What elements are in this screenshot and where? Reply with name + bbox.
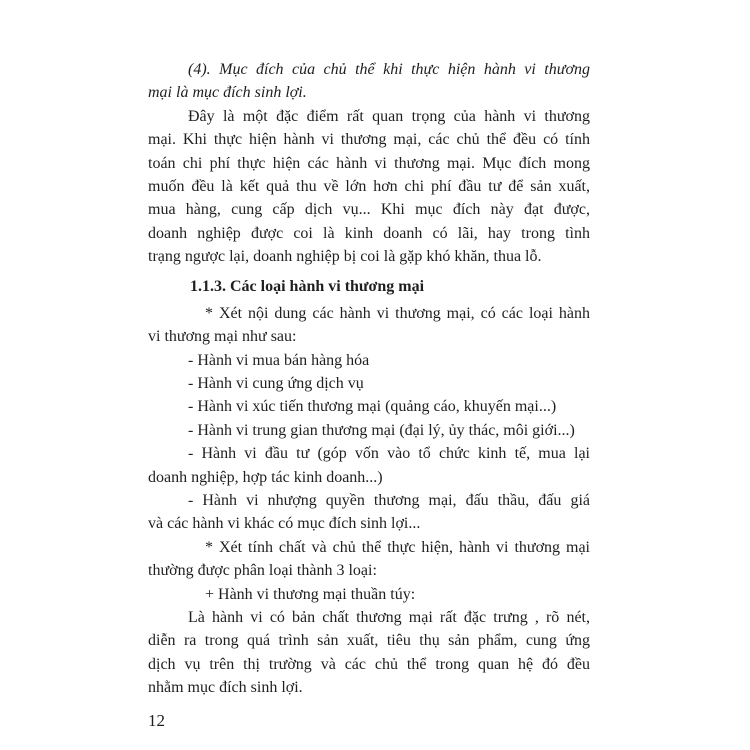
list-item-continuation: doanh nghiệp, hợp tác kinh doanh...): [148, 468, 383, 486]
paragraph-line: * Xét tính chất và chủ thể thực hiện, hành vi thương mại: [205, 538, 590, 556]
paragraph-line: mua hàng, cung cấp dịch vụ... Khi mục đích này đạt được,: [148, 201, 590, 219]
list-item: - Hành vi xúc tiến thương mại (quảng cáo, khuyến mại...): [188, 398, 557, 416]
paragraph-line: trạng ngược lại, doanh nghiệp bị coi là gặp khó khăn, thua lỗ.: [148, 248, 542, 266]
list-item-continuation: và các hành vi khác có mục đích sinh lợi...: [148, 515, 421, 533]
list-item: - Hành vi nhượng quyền thương mại, đấu thầu, đấu giá: [188, 492, 590, 510]
paragraph-line: Đây là một đặc điểm rất quan trọng của hành vi thương: [188, 107, 590, 125]
paragraph-line: muốn đều là kết quả thu về lớn hơn chi phí đầu tư để sản xuất,: [148, 177, 590, 195]
list-item: - Hành vi trung gian thương mại (đại lý, ủy thác, môi giới...): [188, 421, 575, 439]
paragraph-line: nhằm mục đích sinh lợi.: [148, 679, 303, 697]
paragraph-line: diễn ra trong quá trình sản xuất, tiêu thụ sản phẩm, cung ứng: [148, 632, 590, 650]
paragraph-line: thường được phân loại thành 3 loại:: [148, 562, 377, 580]
page-number: 12: [148, 711, 165, 730]
paragraph-line: mại. Khi thực hiện hành vi thương mại, các chủ thể đều có tính: [148, 131, 590, 149]
paragraph-line: dịch vụ trên thị trường và các chủ thể trong quan hệ đó đều: [148, 655, 590, 673]
paragraph-line: toán chi phí thực hiện các hành vi thương mại. Mục đích mong: [148, 154, 590, 172]
list-item: - Hành vi mua bán hàng hóa: [188, 351, 370, 369]
paragraph-line: * Xét nội dung các hành vi thương mại, có các loại hành: [205, 304, 590, 322]
paragraph-line: vi thương mại như sau:: [148, 328, 297, 346]
list-item: - Hành vi cung ứng dịch vụ: [188, 375, 364, 393]
book-page-text: [148, 58, 590, 700]
lead-line: (4). Mục đích của chủ thể khi thực hiện hành vi thương: [188, 61, 590, 78]
paragraph-line: doanh nghiệp được coi là kinh doanh có lãi, hay trong tình: [148, 224, 590, 242]
list-item: - Hành vi đầu tư (góp vốn vào tổ chức kinh tế, mua lại: [188, 445, 590, 463]
subheading-line: + Hành vi thương mại thuần túy:: [205, 585, 416, 603]
paragraph-line: Là hành vi có bản chất thương mại rất đặc trưng , rõ nét,: [188, 608, 590, 626]
lead-line: mại là mục đích sinh lợi.: [148, 84, 307, 102]
section-heading: 1.1.3. Các loại hành vi thương mại: [190, 277, 425, 295]
